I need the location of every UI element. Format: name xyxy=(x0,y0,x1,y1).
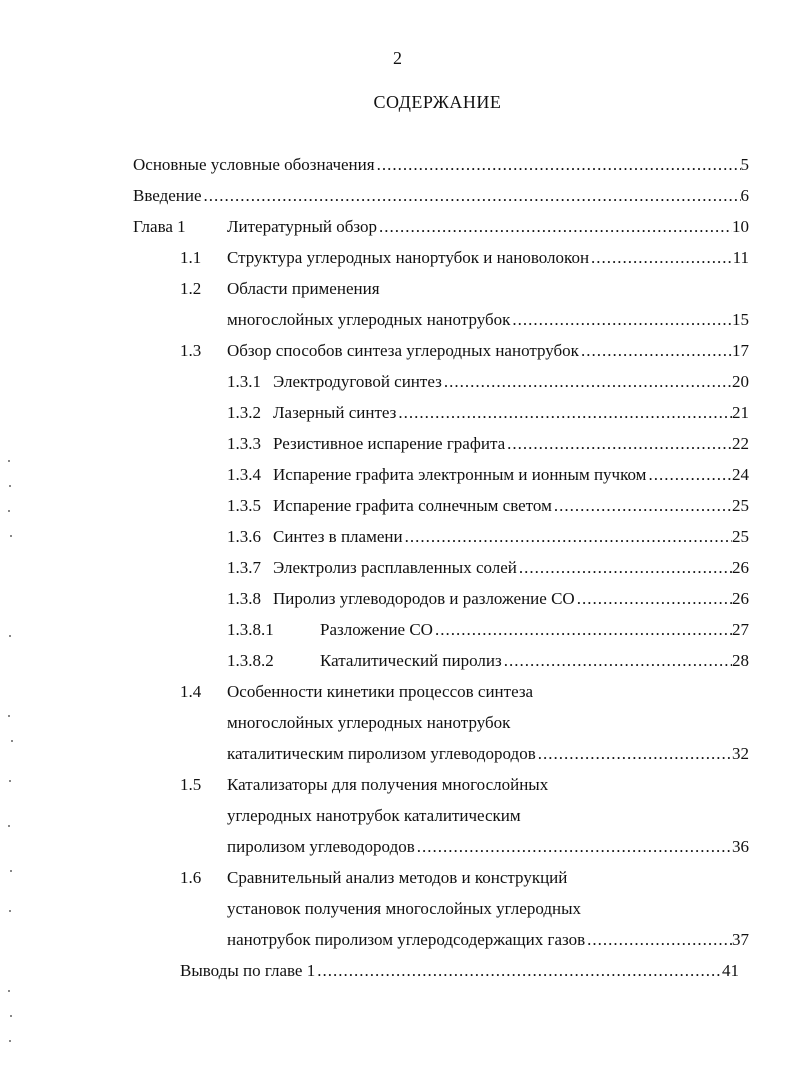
dot-leader xyxy=(507,433,732,455)
dot-leader xyxy=(405,526,732,548)
toc-number: 1.3.8.2 xyxy=(227,651,274,670)
toc-label-line: Области применения xyxy=(227,279,380,298)
toc-number: 1.1 xyxy=(180,248,202,267)
toc-entry-1-3-1 xyxy=(273,371,749,393)
dot-leader xyxy=(581,340,732,362)
toc-label: Основные условные обозначения xyxy=(133,155,375,174)
toc-page: 6 xyxy=(740,186,749,205)
dot-leader xyxy=(519,557,732,579)
toc-number: 1.3.7 xyxy=(227,558,261,577)
dot-leader xyxy=(648,464,732,486)
dot-leader xyxy=(577,588,732,610)
toc-label-line: углеродных нанотрубок каталитическим xyxy=(227,806,521,825)
toc-page: 25 xyxy=(732,496,749,515)
toc-page: 32 xyxy=(732,744,749,763)
toc-entry-1-3-6 xyxy=(273,526,749,548)
toc-label: пиролизом углеводородов xyxy=(227,837,415,856)
toc-number: 1.3.1 xyxy=(227,372,261,391)
toc-entry-1-3-2 xyxy=(273,402,749,424)
dot-leader xyxy=(379,216,732,238)
toc-page: 15 xyxy=(732,310,749,329)
toc-entry-1-5 xyxy=(227,836,749,858)
toc-number: 1.3.8.1 xyxy=(227,620,274,639)
toc-page: 17 xyxy=(732,341,749,360)
toc-page: 20 xyxy=(732,372,749,391)
dot-leader xyxy=(512,309,732,331)
toc-page: 27 xyxy=(732,620,749,639)
dot-leader xyxy=(591,247,733,269)
toc-page: 22 xyxy=(732,434,749,453)
toc-number: 1.2 xyxy=(180,279,202,298)
page-title: СОДЕРЖАНИЕ xyxy=(373,92,502,112)
toc-label-line: установок получения многослойных углеродных xyxy=(227,899,582,918)
toc-label: Лазерный синтез xyxy=(273,403,397,422)
toc-label-line: Особенности кинетики процессов синтеза xyxy=(227,682,534,701)
toc-page: 28 xyxy=(732,651,749,670)
dot-leader xyxy=(504,650,732,672)
toc-page: 26 xyxy=(732,589,749,608)
dot-leader xyxy=(417,836,732,858)
toc-page: 26 xyxy=(732,558,749,577)
toc-label: Синтез в пламени xyxy=(273,527,403,546)
toc-entry-1-3 xyxy=(227,340,749,362)
dot-leader xyxy=(538,743,732,765)
dot-leader xyxy=(377,154,741,176)
dot-leader xyxy=(587,929,732,951)
toc-label: Электролиз расплавленных солей xyxy=(273,558,517,577)
toc-entry-1-2 xyxy=(227,309,749,331)
toc-page: 41 xyxy=(722,961,739,980)
dot-leader xyxy=(554,495,732,517)
toc-label-line: Катализаторы для получения многослойных xyxy=(227,775,549,794)
toc-label: Разложение СО xyxy=(320,620,433,639)
toc-page: 36 xyxy=(732,837,749,856)
toc-number: 1.3.8 xyxy=(227,589,261,608)
toc-entry-chapter-1 xyxy=(227,216,749,238)
toc-entry-notation xyxy=(133,154,749,176)
toc-entry-1-3-8-1 xyxy=(320,619,749,641)
toc-page: 24 xyxy=(732,465,749,484)
dot-leader xyxy=(398,402,732,424)
toc-entry-1-6 xyxy=(227,929,749,951)
toc-entry-conclusions xyxy=(180,960,739,982)
toc-number: 1.3 xyxy=(180,341,202,360)
toc-label: Литературный обзор xyxy=(227,217,378,236)
toc-label: Испарение графита электронным и ионным пучком xyxy=(273,465,647,484)
toc-number: 1.3.4 xyxy=(227,465,261,484)
toc-label: Выводы по главе 1 xyxy=(180,961,316,980)
toc-label: Резистивное испарение графита xyxy=(273,434,506,453)
toc-page: 37 xyxy=(732,930,749,949)
scan-margin-marks xyxy=(6,440,16,1060)
toc-page: 25 xyxy=(732,527,749,546)
toc-label: Структура углеродных нанортубок и нановолокон xyxy=(227,248,590,267)
toc-number: 1.3.3 xyxy=(227,434,261,453)
toc-page: 10 xyxy=(732,217,749,236)
toc-entry-1-3-5 xyxy=(273,495,749,517)
toc-label: Электродуговой синтез xyxy=(273,372,442,391)
toc-page: 5 xyxy=(740,155,749,174)
toc-label: Обзор способов синтеза углеродных нанотрубок xyxy=(227,341,579,360)
dot-leader xyxy=(444,371,732,393)
toc-number: 1.3.2 xyxy=(227,403,261,422)
toc-label: нанотрубок пиролизом углеродсодержащих газов xyxy=(227,930,586,949)
toc-number: 1.3.5 xyxy=(227,496,261,515)
dot-leader xyxy=(317,960,722,982)
toc-entry-1-3-3 xyxy=(273,433,749,455)
toc-label-line: многослойных углеродных нанотрубок xyxy=(227,713,511,732)
dot-leader xyxy=(204,185,741,207)
toc-label: Каталитический пиролиз xyxy=(320,651,502,670)
toc-entry-1-3-4 xyxy=(273,464,749,486)
toc-page: 21 xyxy=(732,403,749,422)
toc-label: многослойных углеродных нанотрубок xyxy=(227,310,511,329)
toc-label-line: Сравнительный анализ методов и конструкций xyxy=(227,868,568,887)
toc-number: 1.4 xyxy=(180,682,202,701)
toc-label: Испарение графита солнечным светом xyxy=(273,496,552,515)
toc-page: 11 xyxy=(732,248,749,267)
toc-entry-1-4 xyxy=(227,743,749,765)
page-number: 2 xyxy=(393,48,402,68)
toc-number: 1.5 xyxy=(180,775,202,794)
toc-number: 1.6 xyxy=(180,868,202,887)
toc-label: Введение xyxy=(133,186,202,205)
toc-number: 1.3.6 xyxy=(227,527,261,546)
toc-entry-1-3-7 xyxy=(273,557,749,579)
toc-entry-1-1 xyxy=(227,247,749,269)
toc-entry-1-3-8-2 xyxy=(320,650,749,672)
dot-leader xyxy=(435,619,732,641)
toc-entry-introduction xyxy=(133,185,749,207)
toc-label: Пиролиз углеводородов и разложение СО xyxy=(273,589,575,608)
toc-number: Глава 1 xyxy=(133,217,186,236)
toc-entry-1-3-8 xyxy=(273,588,749,610)
toc-label: каталитическим пиролизом углеводородов xyxy=(227,744,536,763)
